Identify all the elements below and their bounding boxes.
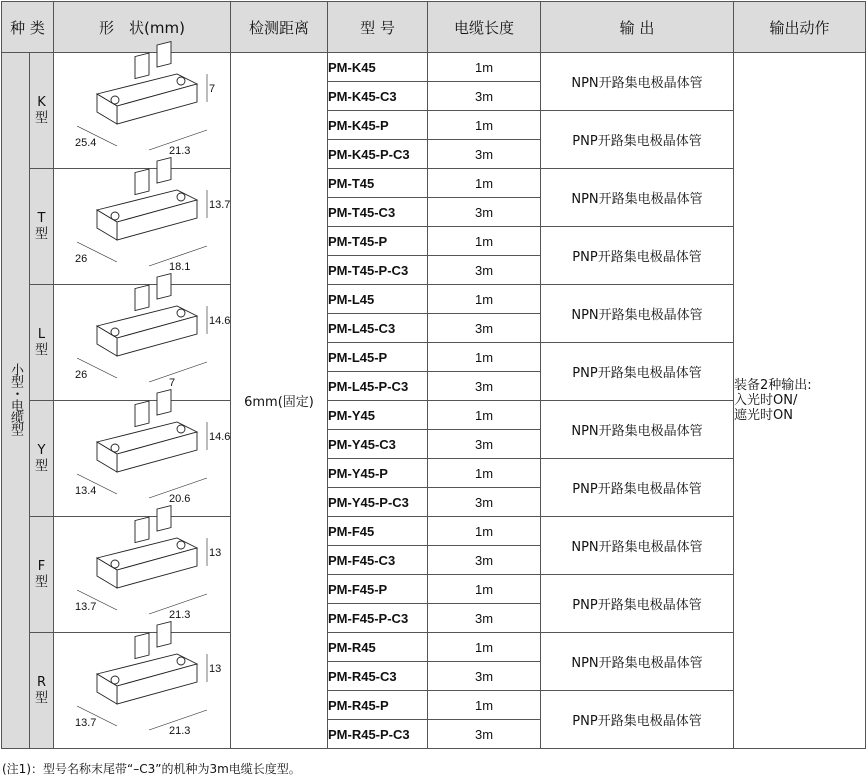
output-cell: NPN开路集电极晶体管 bbox=[541, 633, 734, 691]
dim-label-height: 13 bbox=[209, 546, 222, 559]
subtype-cell bbox=[30, 285, 54, 401]
subtype-cell bbox=[30, 517, 54, 633]
distance-cell: 6mm(固定) bbox=[231, 53, 328, 749]
cable-length-cell: 3m bbox=[428, 430, 541, 459]
header-cable: 电缆长度 bbox=[428, 2, 541, 53]
model-cell: PM-R45 bbox=[328, 633, 428, 662]
output-cell: NPN开路集电极晶体管 bbox=[541, 169, 734, 227]
action-line: 装备2种输出: bbox=[734, 378, 812, 393]
cable-length-cell: 1m bbox=[428, 575, 541, 604]
output-cell: PNP开路集电极晶体管 bbox=[541, 691, 734, 749]
subtype-suffix: 型 bbox=[34, 574, 48, 590]
cable-length-cell: 1m bbox=[428, 633, 541, 662]
dim-label-width: 26 bbox=[75, 252, 88, 265]
action-cell bbox=[734, 53, 866, 749]
model-cell: PM-T45-P-C3 bbox=[328, 256, 428, 285]
subtype-letter: T bbox=[37, 210, 46, 226]
sensor-drawing bbox=[57, 634, 227, 744]
subtype-letter: F bbox=[37, 558, 46, 574]
model-cell: PM-T45-P bbox=[328, 227, 428, 256]
cable-length-cell: 3m bbox=[428, 604, 541, 633]
cable-length-cell: 3m bbox=[428, 256, 541, 285]
dim-label-height: 13.7 bbox=[209, 198, 231, 211]
cable-length-cell: 1m bbox=[428, 691, 541, 720]
shape-cell bbox=[54, 285, 231, 401]
cable-length-cell: 1m bbox=[428, 517, 541, 546]
dim-label-height: 14.6 bbox=[209, 430, 231, 443]
action-line: 入光时ON/ bbox=[734, 393, 798, 408]
output-cell: NPN开路集电极晶体管 bbox=[541, 401, 734, 459]
model-cell: PM-R45-P bbox=[328, 691, 428, 720]
subtype-cell bbox=[30, 53, 54, 169]
subtype-cell bbox=[30, 169, 54, 285]
subtype-letter: Y bbox=[37, 442, 46, 458]
model-cell: PM-Y45-C3 bbox=[328, 430, 428, 459]
output-cell: NPN开路集电极晶体管 bbox=[541, 517, 734, 575]
model-cell: PM-F45-C3 bbox=[328, 546, 428, 575]
cable-length-cell: 3m bbox=[428, 488, 541, 517]
dim-label-height: 7 bbox=[209, 82, 216, 95]
sensor-drawing bbox=[57, 402, 231, 512]
model-cell: PM-K45 bbox=[328, 53, 428, 82]
subtype-suffix: 型 bbox=[34, 342, 48, 358]
spec-table bbox=[1, 1, 866, 749]
model-cell: PM-R45-P-C3 bbox=[328, 720, 428, 749]
subtype-letter: L bbox=[37, 326, 46, 342]
header-distance: 检测距离 bbox=[231, 2, 328, 53]
cable-length-cell: 3m bbox=[428, 662, 541, 691]
model-cell: PM-K45-P bbox=[328, 111, 428, 140]
subtype-suffix: 型 bbox=[34, 226, 48, 242]
shape-cell bbox=[54, 401, 231, 517]
header-category: 种 类 bbox=[2, 2, 54, 53]
subtype-suffix: 型 bbox=[34, 690, 48, 706]
header-model: 型 号 bbox=[328, 2, 428, 53]
cable-length-cell: 1m bbox=[428, 459, 541, 488]
model-cell: PM-Y45-P-C3 bbox=[328, 488, 428, 517]
dim-label-width: 13.4 bbox=[75, 484, 97, 497]
subtype-cell bbox=[30, 633, 54, 749]
header-shape: 形 状(mm) bbox=[54, 2, 231, 53]
cable-length-cell: 3m bbox=[428, 82, 541, 111]
shape-cell bbox=[54, 633, 231, 749]
category-group bbox=[2, 53, 30, 749]
dim-label-width: 13.7 bbox=[75, 600, 97, 613]
model-cell: PM-L45-P-C3 bbox=[328, 372, 428, 401]
subtype-letter: R bbox=[36, 674, 47, 690]
model-cell: PM-Y45 bbox=[328, 401, 428, 430]
cable-length-cell: 1m bbox=[428, 401, 541, 430]
model-cell: PM-L45 bbox=[328, 285, 428, 314]
cable-length-cell: 3m bbox=[428, 140, 541, 169]
model-cell: PM-L45-P bbox=[328, 343, 428, 372]
model-cell: PM-F45 bbox=[328, 517, 428, 546]
header-action: 输出动作 bbox=[734, 2, 866, 53]
subtype-suffix: 型 bbox=[34, 458, 48, 474]
dim-label-depth: 7 bbox=[169, 376, 176, 389]
dim-label-height: 13 bbox=[209, 662, 222, 675]
shape-cell bbox=[54, 169, 231, 285]
cable-length-cell: 3m bbox=[428, 720, 541, 749]
dim-label-width: 25.4 bbox=[75, 136, 97, 149]
model-cell: PM-Y45-P bbox=[328, 459, 428, 488]
cable-length-cell: 3m bbox=[428, 372, 541, 401]
dim-label-depth: 18.1 bbox=[169, 260, 191, 273]
dim-label-width: 26 bbox=[75, 368, 88, 381]
dim-label-width: 13.7 bbox=[75, 716, 97, 729]
output-cell: PNP开路集电极晶体管 bbox=[541, 575, 734, 633]
model-cell: PM-F45-P bbox=[328, 575, 428, 604]
output-cell: PNP开路集电极晶体管 bbox=[541, 459, 734, 517]
dim-label-depth: 20.6 bbox=[169, 492, 191, 505]
model-cell: PM-F45-P-C3 bbox=[328, 604, 428, 633]
shape-cell bbox=[54, 517, 231, 633]
cable-length-cell: 1m bbox=[428, 227, 541, 256]
sensor-drawing bbox=[57, 518, 227, 628]
shape-cell bbox=[54, 53, 231, 169]
dim-label-height: 14.6 bbox=[209, 314, 231, 327]
header-row bbox=[2, 2, 866, 53]
dim-label-depth: 21.3 bbox=[169, 608, 191, 621]
output-cell: PNP开路集电极晶体管 bbox=[541, 227, 734, 285]
model-cell: PM-R45-C3 bbox=[328, 662, 428, 691]
cable-length-cell: 1m bbox=[428, 343, 541, 372]
action-line: 遮光时ON bbox=[734, 408, 793, 423]
cable-length-cell: 1m bbox=[428, 169, 541, 198]
cable-length-cell: 3m bbox=[428, 314, 541, 343]
output-cell: NPN开路集电极晶体管 bbox=[541, 285, 734, 343]
sensor-drawing bbox=[57, 286, 231, 396]
sensor-drawing bbox=[57, 54, 227, 164]
header-output: 输 出 bbox=[541, 2, 734, 53]
cable-length-cell: 3m bbox=[428, 198, 541, 227]
model-cell: PM-K45-C3 bbox=[328, 82, 428, 111]
output-cell: PNP开路集电极晶体管 bbox=[541, 343, 734, 401]
model-cell: PM-T45 bbox=[328, 169, 428, 198]
footnote: (注1)：型号名称末尾带“–C3”的机种为3m电缆长度型。 bbox=[2, 762, 301, 776]
cable-length-cell: 1m bbox=[428, 111, 541, 140]
subtype-suffix: 型 bbox=[34, 110, 48, 126]
cable-length-cell: 1m bbox=[428, 53, 541, 82]
output-cell: PNP开路集电极晶体管 bbox=[541, 111, 734, 169]
model-cell: PM-L45-C3 bbox=[328, 314, 428, 343]
subtype-letter: K bbox=[37, 94, 46, 110]
cable-length-cell: 1m bbox=[428, 285, 541, 314]
sensor-drawing bbox=[57, 170, 231, 280]
subtype-cell bbox=[30, 401, 54, 517]
cable-length-cell: 3m bbox=[428, 546, 541, 575]
output-cell: NPN开路集电极晶体管 bbox=[541, 53, 734, 111]
dim-label-depth: 21.3 bbox=[169, 724, 191, 737]
model-cell: PM-T45-C3 bbox=[328, 198, 428, 227]
table-row bbox=[2, 53, 866, 82]
dim-label-depth: 21.3 bbox=[169, 144, 191, 157]
category-group-label: 小型・电缆型 bbox=[8, 362, 23, 435]
model-cell: PM-K45-P-C3 bbox=[328, 140, 428, 169]
